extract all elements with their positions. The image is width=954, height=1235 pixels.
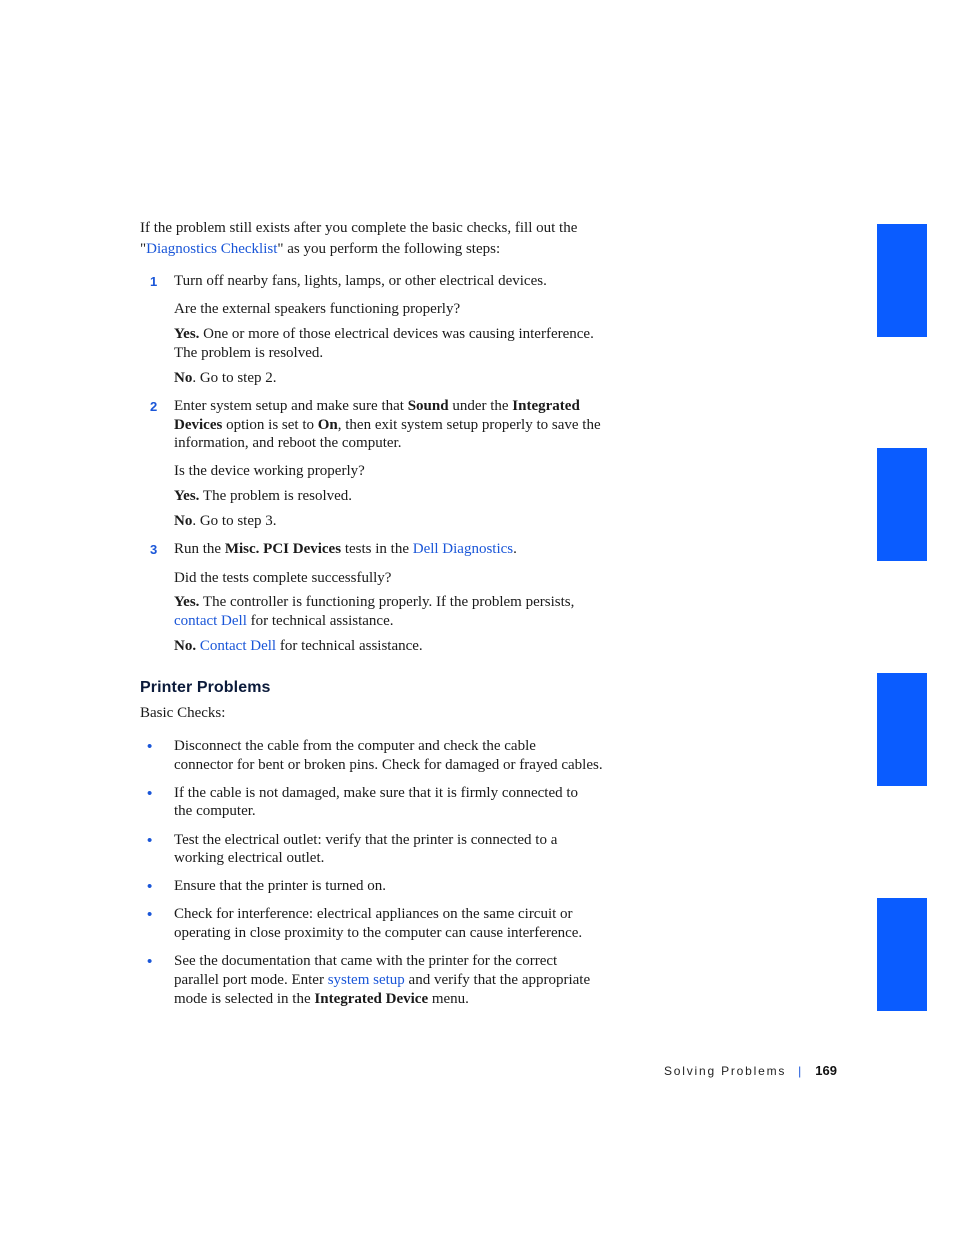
bullet-5-line-2: operating in close proximity to the computer can cause interference. bbox=[174, 925, 583, 941]
section-tab-2 bbox=[877, 448, 927, 561]
step-1-no: No. Go to step 2. bbox=[174, 370, 277, 386]
contact-dell-link-2[interactable]: Contact Dell bbox=[199, 638, 277, 654]
bullet-2: • bbox=[147, 785, 153, 802]
diagnostics-checklist-link[interactable]: Diagnostics Checklist bbox=[146, 241, 278, 257]
bullet-5: • bbox=[147, 906, 153, 923]
step-1-question: Are the external speakers functioning properly? bbox=[174, 301, 461, 317]
intro-line-1: If the problem still exists after you complete the basic checks, fill out the bbox=[140, 220, 578, 236]
step-2-line-1: Enter system setup and make sure that Sound under the Integrated bbox=[174, 398, 580, 414]
step-1-text: Turn off nearby fans, lights, lamps, or other electrical devices. bbox=[174, 273, 547, 289]
bullet-6-line-2: parallel port mode. Enter system setup and verify that the appropriate bbox=[174, 972, 591, 988]
section-tab-1 bbox=[877, 224, 927, 337]
step-number-1: 1 bbox=[150, 274, 158, 289]
step-3-question: Did the tests complete successfully? bbox=[174, 570, 392, 586]
footer-separator: | bbox=[798, 1064, 802, 1078]
step-number-2: 2 bbox=[150, 399, 158, 414]
page-footer bbox=[664, 1062, 837, 1080]
step-3-no: No. Contact Dell for technical assistance. bbox=[174, 638, 423, 654]
section-tab-3 bbox=[877, 673, 927, 786]
bullet-6-line-1: See the documentation that came with the printer for the correct bbox=[174, 953, 558, 969]
step-2-line-3: information, and reboot the computer. bbox=[174, 435, 402, 451]
step-3-text: Run the Misc. PCI Devices tests in the Dell Diagnostics. bbox=[174, 541, 517, 557]
bullet-1-line-2: connector for bent or broken pins. Check for damaged or frayed cables. bbox=[174, 757, 603, 773]
bullet-4-line-1: Ensure that the printer is turned on. bbox=[174, 878, 387, 894]
step-number-3: 3 bbox=[150, 542, 158, 557]
bullet-3-line-2: working electrical outlet. bbox=[174, 850, 325, 866]
step-1-yes-cont: The problem is resolved. bbox=[174, 345, 324, 361]
bullet-2-line-2: the computer. bbox=[174, 803, 256, 819]
footer-section-title: Solving Problems bbox=[663, 1064, 787, 1078]
bullet-3-line-1: Test the electrical outlet: verify that the printer is connected to a bbox=[174, 832, 558, 848]
system-setup-link[interactable]: system setup bbox=[327, 972, 405, 988]
dell-diagnostics-link[interactable]: Dell Diagnostics bbox=[412, 541, 514, 557]
bullet-3: • bbox=[147, 832, 153, 849]
bullet-5-line-1: Check for interference: electrical appliances on the same circuit or bbox=[174, 906, 573, 922]
printer-problems-heading: Printer Problems bbox=[140, 679, 271, 696]
bullet-4: • bbox=[147, 878, 153, 895]
basic-checks-label: Basic Checks: bbox=[140, 705, 226, 721]
bullet-2-line-1: If the cable is not damaged, make sure that it is firmly connected to bbox=[174, 785, 579, 801]
contact-dell-link[interactable]: contact Dell bbox=[174, 613, 247, 629]
step-2-yes: Yes. The problem is resolved. bbox=[174, 488, 353, 504]
bullet-6-line-3: mode is selected in the Integrated Device menu. bbox=[174, 991, 469, 1007]
step-3-yes-cont: contact Dell for technical assistance. bbox=[174, 613, 394, 629]
step-1-yes: Yes. One or more of those electrical devices was causing interference. bbox=[174, 326, 594, 342]
step-2-question: Is the device working properly? bbox=[174, 463, 365, 479]
step-3-yes: Yes. The controller is functioning properly. If the problem persists, bbox=[174, 594, 575, 610]
page-number: 169 bbox=[815, 1063, 837, 1078]
bullet-1: • bbox=[147, 738, 153, 755]
step-2-no: No. Go to step 3. bbox=[174, 513, 277, 529]
step-2-line-2: Devices option is set to On, then exit system setup properly to save the bbox=[174, 417, 601, 433]
bullet-6: • bbox=[147, 953, 153, 970]
intro-line-2: "Diagnostics Checklist" as you perform the following steps: bbox=[140, 241, 501, 257]
section-tab-4 bbox=[877, 898, 927, 1011]
bullet-1-line-1: Disconnect the cable from the computer and check the cable bbox=[174, 738, 536, 754]
